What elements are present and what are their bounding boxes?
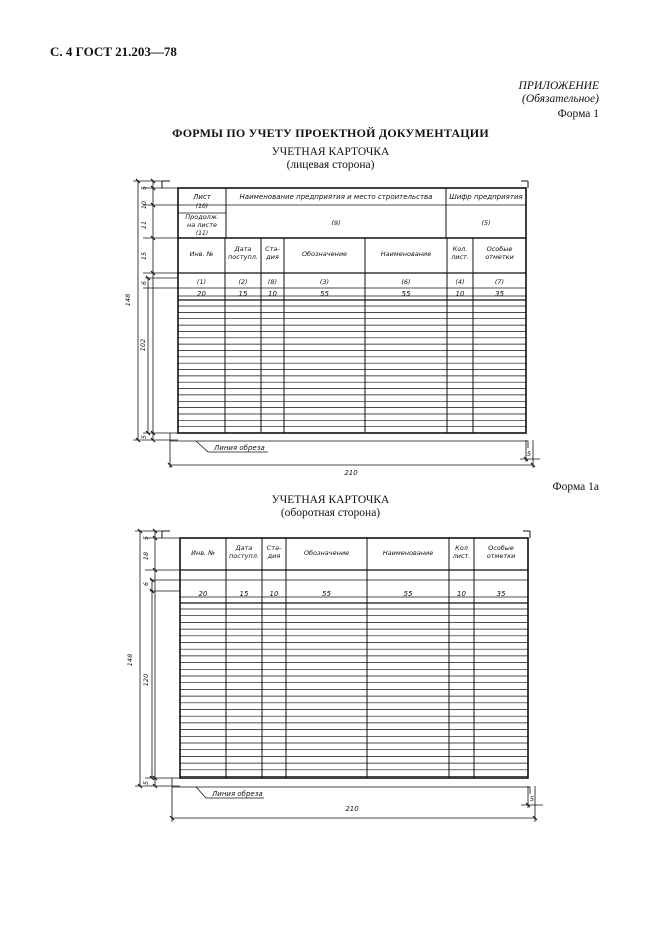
- f1-col-width-4: 55: [401, 290, 411, 298]
- f1-org-ref: (9): [331, 219, 341, 227]
- f1a-dim-5a: 5: [142, 535, 150, 541]
- f1a-col-head-2: Ста-: [266, 544, 282, 552]
- f1-col-head-0: Инв. №: [189, 250, 214, 258]
- f1-dim-148: 148: [124, 293, 132, 307]
- f1a-col-head-6: Особые: [488, 544, 514, 552]
- f1-dim-210: 210: [344, 469, 358, 477]
- f1-col-width-2: 10: [268, 290, 277, 298]
- f1a-col-width-0: 20: [198, 590, 208, 598]
- f1a-col-head-5: Кол: [455, 544, 468, 552]
- f1a-col-head2-5: лист.: [452, 552, 471, 560]
- f1a-dim-18: 18: [142, 551, 150, 561]
- f1-col-head2-5: лист.: [451, 253, 469, 261]
- form1a-title: УЧЕТНАЯ КАРТОЧКА: [271, 494, 390, 506]
- f1a-col-head-0: Инв. №: [191, 549, 215, 557]
- f1-col-width-6: 35: [495, 290, 504, 298]
- f1-col-ref-6: (7): [494, 278, 505, 286]
- f1-col-head-3: Обозначение: [301, 250, 348, 258]
- f1a-col-head-3: Обозначение: [303, 549, 350, 557]
- f1-dim-11: 11: [140, 220, 148, 230]
- form1-subtitle: (лицевая сторона): [286, 159, 375, 171]
- f1-code-ref: (5): [481, 219, 491, 227]
- f1-col-width-3: 55: [320, 290, 329, 298]
- form1a-label: Форма 1а: [552, 481, 599, 493]
- f1-cont: Продолж.: [185, 213, 219, 221]
- f1a-dim-5r: 5: [529, 795, 535, 803]
- appendix-subtitle: (Обязательное): [522, 93, 599, 105]
- f1a-dim-5b: 5: [142, 780, 150, 786]
- f1-dim-102: 102: [139, 338, 147, 352]
- f1-col-head-6: Особые: [486, 245, 513, 253]
- f1-col-ref-3: (3): [319, 278, 330, 286]
- f1a-col-head-1: Дата: [235, 544, 253, 552]
- f1-dim-5a: 5: [140, 185, 148, 191]
- f1a-col-width-1: 15: [239, 590, 249, 598]
- f1a-col-head2-6: отметки: [486, 552, 516, 560]
- f1-col-head-2: Ста-: [265, 245, 280, 253]
- appendix-title: ПРИЛОЖЕНИЕ: [518, 80, 599, 92]
- f1-dim-5b: 5: [140, 434, 148, 440]
- f1a-dim-6: 6: [143, 582, 150, 586]
- f1a-col-width-2: 10: [269, 590, 279, 598]
- f1a-col-width-5: 10: [457, 590, 466, 598]
- f1-col-ref-5: (4): [455, 278, 465, 286]
- f1-col-width-1: 15: [238, 290, 248, 298]
- f1-code: Шифр предприятия: [449, 193, 523, 201]
- f1-col-width-5: 10: [455, 290, 465, 298]
- f1a-col-width-6: 35: [496, 590, 506, 598]
- f1-col-ref-0: (1): [196, 278, 207, 286]
- f1a-col-head2-2: дия: [267, 552, 281, 560]
- f1-cut-line: Линия обреза: [214, 444, 265, 452]
- f1-org-name: Наименование предприятия и место строительства: [239, 193, 433, 201]
- f1-cont2: на листе: [186, 221, 218, 229]
- f1-dim-5r: 5: [526, 450, 532, 458]
- f1-col-head2-1: поступл.: [228, 253, 258, 261]
- page-header: С. 4 ГОСТ 21.203—78: [50, 44, 177, 59]
- f1a-col-width-3: 55: [322, 590, 331, 598]
- f1a-col-width-4: 55: [403, 590, 413, 598]
- f1-col-head-1: Дата: [234, 245, 252, 253]
- f1-col-ref-2: (8): [267, 278, 278, 286]
- main-title: ФОРМЫ ПО УЧЕТУ ПРОЕКТНОЙ ДОКУМЕНТАЦИИ: [172, 126, 489, 140]
- f1-dim-6: 6: [141, 281, 148, 285]
- f1a-dim-148: 148: [126, 653, 134, 667]
- f1-col-head-4: Наименование: [380, 250, 432, 258]
- f1-col-ref-4: (6): [401, 278, 411, 286]
- f1-col-width-0: 20: [197, 290, 206, 298]
- f1a-col-head2-1: поступл.: [229, 552, 259, 560]
- f1-sheet: Лист: [193, 193, 211, 201]
- f1-col-head2-6: отметки: [485, 253, 514, 261]
- f1a-dim-120: 120: [142, 673, 150, 687]
- f1-col-ref-1: (2): [238, 278, 248, 286]
- f1-sheet-ref: (10): [195, 203, 209, 210]
- f1a-col-head-4: Наименование: [382, 549, 434, 557]
- form1-label: Форма 1: [557, 108, 599, 120]
- form1-title: УЧЕТНАЯ КАРТОЧКА: [271, 146, 390, 158]
- f1-dim-10: 10: [140, 200, 148, 210]
- form1a-subtitle: (оборотная сторона): [280, 507, 381, 519]
- f1a-dim-210: 210: [345, 805, 359, 813]
- f1-col-head2-2: дия: [266, 253, 279, 261]
- f1a-cut-line: Линия обреза: [212, 790, 263, 798]
- f1-col-head-5: Кол.: [452, 245, 468, 253]
- f1-dim-15: 15: [140, 251, 148, 261]
- f1-cont-ref: (11): [195, 230, 209, 237]
